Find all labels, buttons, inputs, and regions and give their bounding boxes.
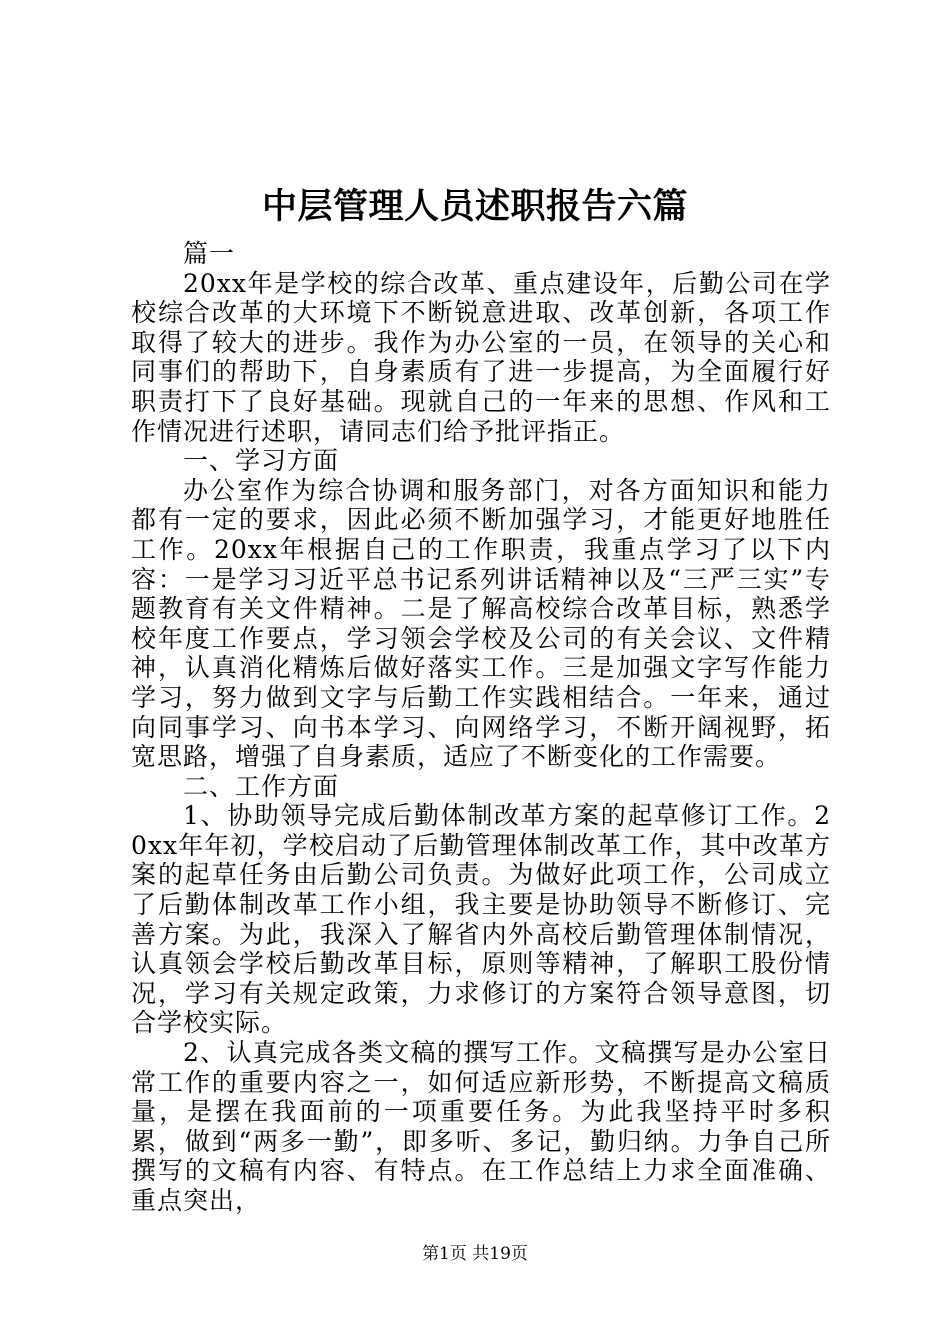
paragraph-study: 办公室作为综合协调和服务部门，对各方面知识和能力都有一定的要求，因此必须不断加强学习，才能更好地胜任工作。20xx年根据自己的工作职责，我重点学习了以下内容：一是学习习近平总书记系列讲话精神以及“三严三实”专题教育有关文件精神。二是了解高校综合改革目标，熟悉学校年度工作要点，学习领会学校及公司的有关会议、文件精神，认真消化精炼后做好落实工作。三是加强文字写作能力学习，努力做到文字与后勤工作实践相结合。一年来，通过向同事学习、向书本学习、向网络学习，不断开阔视野，拓宽思路，增强了自身素质，适应了不断变化的工作需要。 <box>131 475 831 772</box>
page-total: 共19页 <box>472 1244 528 1264</box>
page-number: 第1页 <box>422 1244 467 1264</box>
paragraph-work-2: 2、认真完成各类文稿的撰写工作。文稿撰写是办公室日常工作的重要内容之一，如何适应新形势，不断提高文稿质量，是摆在我面前的一项重要任务。为此我坚持平时多积累，做到“两多一勤”，即多听、多记，勤归纳。力争自己所撰写的文稿有内容、有特点。在工作总结上力求全面准确、重点突出， <box>131 1038 831 1215</box>
heading-work: 二、工作方面 <box>183 771 340 801</box>
paragraph-intro: 20xx年是学校的综合改革、重点建设年，后勤公司在学校综合改革的大环境下不断锐意进取、改革创新，各项工作取得了较大的进步。我作为办公室的一员，在领导的关心和同事们的帮助下，自身素质有了进一步提高，为全面履行好职责打下了良好基础。现就自己的一年来的思想、作风和工作情况进行述职，请同志们给予批评指正。 <box>131 268 831 446</box>
document-body <box>131 239 831 1216</box>
section-label: 篇一 <box>183 239 236 268</box>
paragraph-work-1: 1、协助领导完成后勤体制改革方案的起草修订工作。20xx年年初，学校启动了后勤管理体制改革工作，其中改革方案的起草任务由后勤公司负责。为做好此项工作，公司成立了后勤体制改革工作小组，我主要是协助领导不断修订、完善方案。为此，我深入了解省内外高校后勤管理体制情况，认真领会学校后勤改革目标，原则等精神，了解职工股份情况，学习有关规定政策，力求修订的方案符合领导意图，切合学校实际。 <box>131 801 831 1038</box>
document-title: 中层管理人员述职报告六篇 <box>261 186 688 227</box>
heading-study: 一、学习方面 <box>183 446 340 476</box>
page-footer <box>0 1242 950 1266</box>
